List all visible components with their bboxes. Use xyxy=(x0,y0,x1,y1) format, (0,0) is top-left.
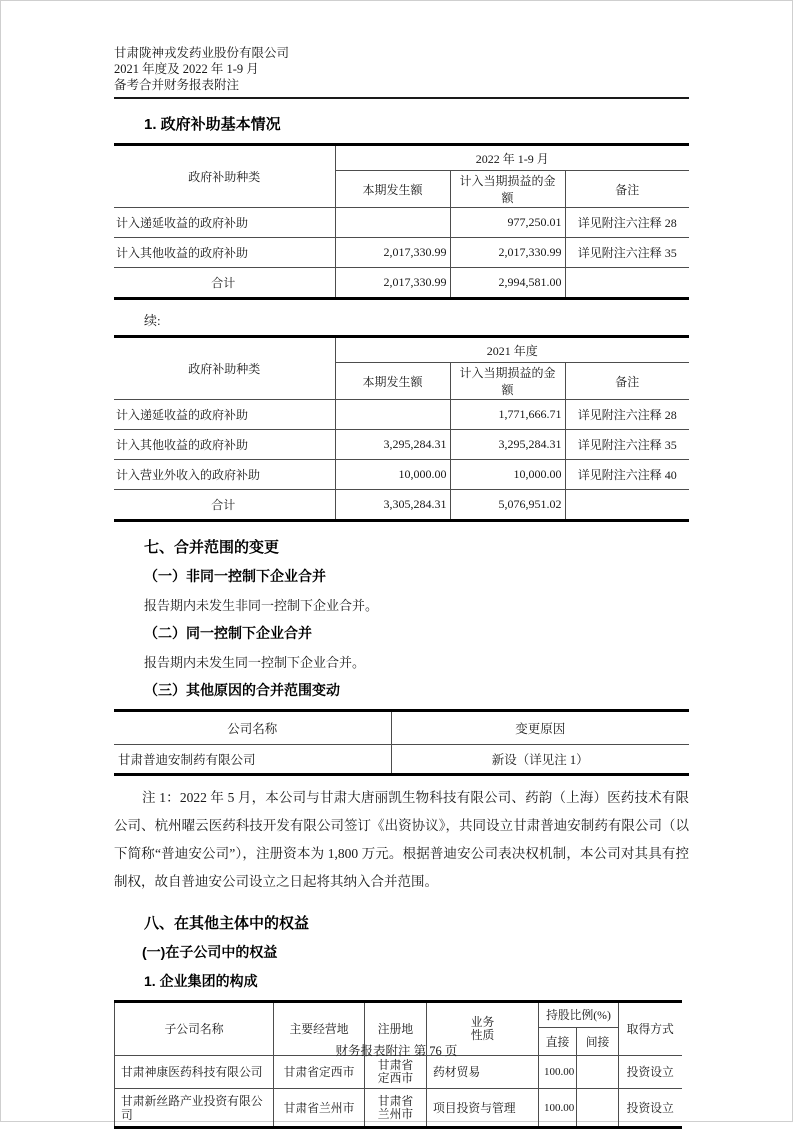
cell-business: 药材贸易 xyxy=(427,1056,539,1089)
cell-name: 计入其他收益的政府补助 xyxy=(114,238,335,268)
table-row xyxy=(114,208,689,238)
cell-indirect xyxy=(577,1056,619,1089)
cell-business: 项目投资与管理 xyxy=(427,1089,539,1128)
cell-method-header: 取得方式 xyxy=(619,1002,682,1056)
page-footer: 财务报表附注 第 76 页 xyxy=(335,1044,458,1058)
table-row xyxy=(114,430,689,460)
table-row-total xyxy=(114,268,689,299)
section-8-heading: 八、在其他主体中的权益 xyxy=(144,915,310,932)
cell-direct: 100.00 xyxy=(539,1089,577,1128)
cell-amount: 2,017,330.99 xyxy=(335,238,450,268)
cell-note: 详见附注六注释 35 xyxy=(565,430,689,460)
table-row xyxy=(114,711,689,745)
continued-label: 续: xyxy=(144,313,161,328)
cell-amount: 2,017,330.99 xyxy=(335,268,450,299)
cell-method: 投资设立 xyxy=(619,1089,682,1128)
cell-name: 计入递延收益的政府补助 xyxy=(114,400,335,430)
section-7-sub-1: （一）非同一控制下企业合并 xyxy=(144,568,326,584)
company-name: 甘肃陇神戎发药业股份有限公司 xyxy=(114,46,290,60)
reg-line-2: 兰州市 xyxy=(377,1106,414,1121)
cell-place: 甘肃省兰州市 xyxy=(274,1089,365,1128)
subsidiaries-table xyxy=(114,1000,682,1129)
reg-place-lines xyxy=(370,1059,421,1085)
document-header xyxy=(114,45,689,99)
section-8-sub-2: 1. 企业集团的构成 xyxy=(144,973,258,989)
cell-pl: 3,295,284.31 xyxy=(450,430,565,460)
cell-amount xyxy=(335,400,450,430)
page-content xyxy=(114,45,689,1129)
gov-subsidy-table-2021 xyxy=(114,335,689,522)
note-1-paragraph: 注 1：2022 年 5 月，本公司与甘肃大唐丽凯生物科技有限公司、药韵（上海）医药技术有限公司、杭州曜云医药科技开发有限公司签订《出资协议》，共同设立甘肃普迪安制药有限公司（以下简称“普迪安公司”），注册资本为 1,800 万元。根据普迪安公司表决权机制，本公司对其具有控制权，故自普迪安公司设立之日起将其纳入合并范围。 xyxy=(114,790,689,889)
cell-amount xyxy=(335,208,450,238)
cell-place-header: 主要经营地 xyxy=(274,1002,365,1056)
report-title: 备考合并财务报表附注 xyxy=(114,78,240,92)
cell-amount-header: 本期发生额 xyxy=(335,171,450,208)
cell-pl-header: 计入当期损益的金额 xyxy=(450,171,565,208)
cell-amount: 3,305,284.31 xyxy=(335,490,450,521)
cell-category-header: 政府补助种类 xyxy=(114,145,335,208)
cell-note: 详见附注六注释 35 xyxy=(565,238,689,268)
cell-name: 合计 xyxy=(211,276,236,290)
business-header-line-1: 业务 xyxy=(470,1015,495,1029)
table-row xyxy=(114,400,689,430)
cell-note xyxy=(565,490,689,521)
table-row xyxy=(114,238,689,268)
cell-company-header: 公司名称 xyxy=(114,711,391,745)
business-header-line-2: 性质 xyxy=(470,1028,495,1042)
cell-pl: 1,771,666.71 xyxy=(450,400,565,430)
cell-name: 计入递延收益的政府补助 xyxy=(114,208,335,238)
cell-direct: 100.00 xyxy=(539,1056,577,1089)
cell-name: 计入其他收益的政府补助 xyxy=(114,430,335,460)
cell-place: 甘肃省定西市 xyxy=(274,1056,365,1089)
cell-name-header: 子公司名称 xyxy=(115,1002,274,1056)
cell-note: 详见附注六注释 28 xyxy=(565,208,689,238)
report-period: 2021 年度及 2022 年 1-9 月 xyxy=(114,62,259,76)
business-header-lines xyxy=(432,1016,533,1042)
section-7-sub-2: （二）同一控制下企业合并 xyxy=(144,625,312,641)
cell-pl: 2,017,330.99 xyxy=(450,238,565,268)
cell-amount: 10,000.00 xyxy=(335,460,450,490)
cell-reg xyxy=(365,1056,427,1089)
cell-reason: 新设（详见注 1） xyxy=(391,745,689,775)
cell-pl: 977,250.01 xyxy=(450,208,565,238)
cell-indirect-header: 间接 xyxy=(577,1028,619,1056)
cell-pl: 10,000.00 xyxy=(450,460,565,490)
cell-ratio-header: 持股比例(%) xyxy=(539,1002,619,1028)
cell-period-header: 2021 年度 xyxy=(335,337,689,363)
cell-company: 甘肃普迪安制药有限公司 xyxy=(118,753,256,767)
cell-note xyxy=(565,268,689,299)
cell-pl: 2,994,581.00 xyxy=(450,268,565,299)
table-row xyxy=(114,337,689,363)
table-row-total xyxy=(114,490,689,521)
reg-place-lines xyxy=(370,1095,421,1121)
cell-note: 详见附注六注释 40 xyxy=(565,460,689,490)
section-7-sub-1-body: 报告期内未发生非同一控制下企业合并。 xyxy=(144,598,379,613)
cell-reason-header: 变更原因 xyxy=(391,711,689,745)
cell-note: 详见附注六注释 28 xyxy=(565,400,689,430)
cell-method: 投资设立 xyxy=(619,1056,682,1089)
cell-name: 甘肃新丝路产业投资有限公司 xyxy=(121,1093,263,1122)
cell-amount: 3,295,284.31 xyxy=(335,430,450,460)
cell-category-header: 政府补助种类 xyxy=(114,337,335,400)
table-row xyxy=(114,145,689,171)
reg-line-1: 甘肃省 xyxy=(377,1093,414,1108)
cell-note-header: 备注 xyxy=(565,363,689,400)
section-7-heading: 七、合并范围的变更 xyxy=(144,539,280,556)
table-row xyxy=(114,745,689,775)
section-8-sub-1: (一)在子公司中的权益 xyxy=(142,944,278,960)
reg-line-1: 甘肃省 xyxy=(377,1058,414,1072)
table-row xyxy=(115,1056,682,1089)
table-row xyxy=(115,1002,682,1028)
cell-note-header: 备注 xyxy=(565,171,689,208)
reg-line-2: 定西市 xyxy=(377,1071,414,1085)
scope-change-table xyxy=(114,709,689,776)
table-row xyxy=(114,460,689,490)
section-7-sub-3: （三）其他原因的合并范围变动 xyxy=(144,682,340,698)
cell-direct-header: 直接 xyxy=(539,1028,577,1056)
cell-pl: 5,076,951.02 xyxy=(450,490,565,521)
gov-subsidy-table-2022 xyxy=(114,143,689,300)
cell-name: 甘肃神康医药科技有限公司 xyxy=(115,1056,274,1089)
cell-name: 合计 xyxy=(211,498,236,512)
cell-name: 计入营业外收入的政府补助 xyxy=(114,460,335,490)
cell-pl-header: 计入当期损益的金额 xyxy=(450,363,565,400)
cell-reg-header: 注册地 xyxy=(365,1002,427,1056)
section-7-sub-2-body: 报告期内未发生同一控制下企业合并。 xyxy=(144,655,366,670)
cell-period-header: 2022 年 1-9 月 xyxy=(335,145,689,171)
section-1-heading: 1. 政府补助基本情况 xyxy=(144,116,281,133)
cell-amount-header: 本期发生额 xyxy=(335,363,450,400)
